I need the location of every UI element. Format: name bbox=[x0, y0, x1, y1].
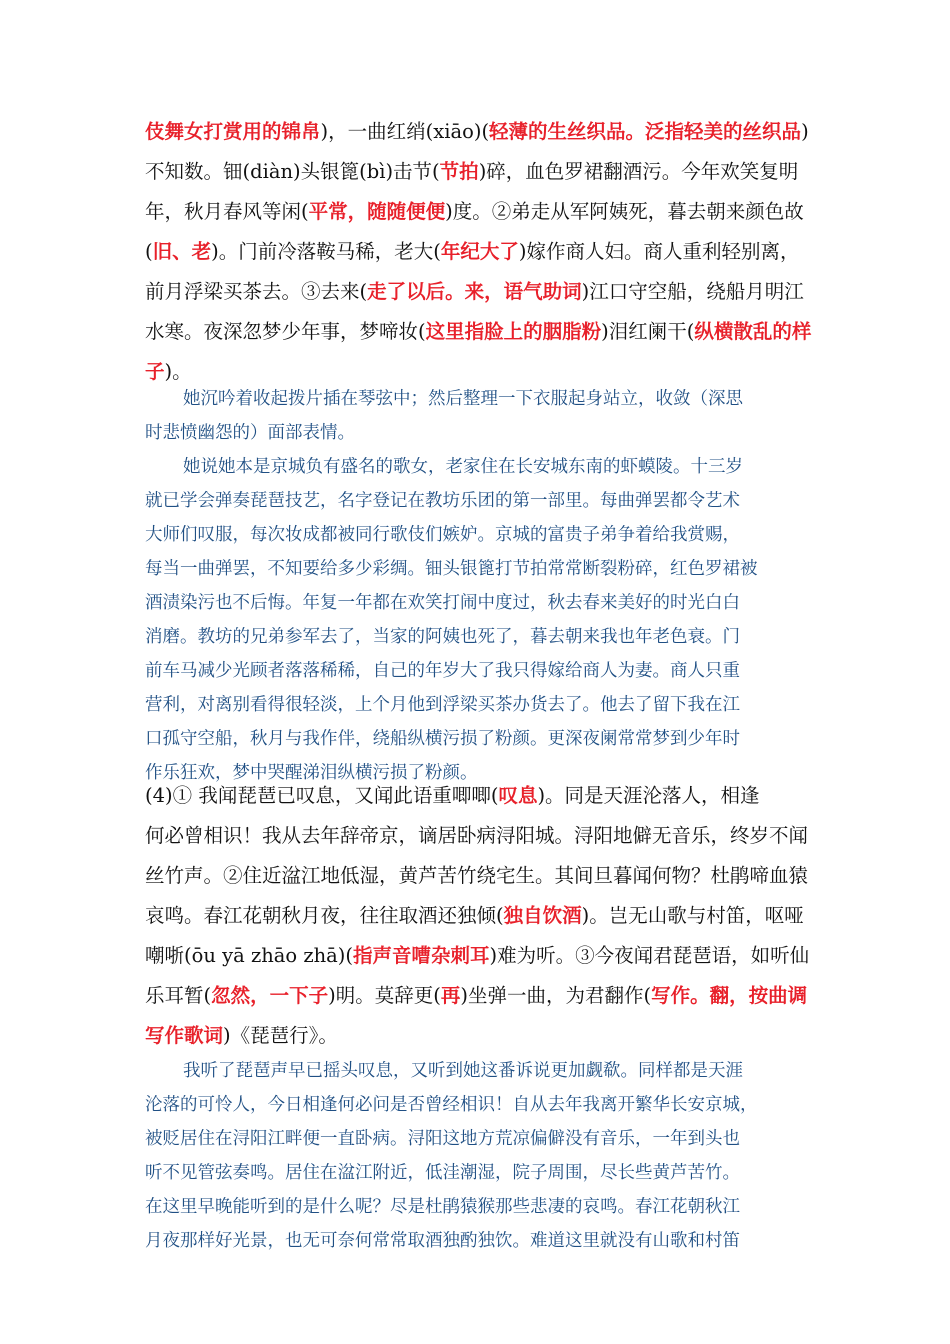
poem-line bbox=[145, 856, 810, 896]
poem-line bbox=[145, 312, 810, 352]
poem-text: 前月浮梁买茶去。③去来( bbox=[145, 280, 368, 303]
annotation-text: 纵横散乱的样 bbox=[694, 320, 812, 343]
poem-line bbox=[145, 896, 810, 936]
annotation-text: 旧、老 bbox=[152, 240, 212, 263]
poem-text: )碎，血色罗裙翻酒污。今年欢笑复明 bbox=[478, 160, 799, 183]
annotation-text: 轻薄的生丝织品。泛指轻美的丝织品 bbox=[489, 120, 802, 143]
annotation-text: 这里指脸上的胭脂粉 bbox=[425, 320, 602, 343]
text-line: 被贬居住在浔阳江畔便一直卧病。浔阳这地方荒凉偏僻没有音乐，一年到头也 bbox=[145, 1129, 740, 1149]
poem-line bbox=[145, 232, 810, 272]
poem-line bbox=[145, 1016, 810, 1056]
annotation-text: 子 bbox=[145, 360, 165, 383]
text-line: 她沉吟着收起拨片插在琴弦中；然后整理一下衣服起身站立，收敛（深思 bbox=[183, 389, 743, 409]
translation-paragraph-2 bbox=[145, 450, 810, 790]
poem-line bbox=[145, 776, 810, 816]
annotation-text: 独自饮酒 bbox=[503, 904, 582, 927]
annotation-text: 走了以后。来，语气助词 bbox=[367, 280, 582, 303]
poem-line bbox=[145, 152, 810, 192]
poem-text: 水寒。夜深忽梦少年事，梦啼妆( bbox=[145, 320, 426, 343]
text-line: 月夜那样好光景，也无可奈何常常取酒独酌独饮。难道这里就没有山歌和村笛 bbox=[145, 1231, 740, 1251]
poem-text: )，一曲红绡(xiāo)( bbox=[320, 120, 490, 143]
poem-text: ) bbox=[801, 120, 809, 143]
text-line: 作乐狂欢，梦中哭醒涕泪纵横污损了粉颜。 bbox=[145, 763, 478, 783]
poem-text: )。岂无山歌与村笛，呕哑 bbox=[581, 904, 804, 927]
annotation-text: 伎舞女打赏用的锦帛 bbox=[145, 120, 321, 143]
text-line: 听不见管弦奏鸣。居住在湓江附近，低洼潮湿，院子周围，尽长些黄芦苦竹。 bbox=[145, 1163, 740, 1183]
poem-line bbox=[145, 192, 810, 232]
translation-paragraph-3 bbox=[145, 1054, 810, 1258]
text-line: 大师们叹服，每次妆成都被同行歌伎们嫉妒。京城的富贵子弟争着给我赏赐， bbox=[145, 525, 740, 545]
poem-line bbox=[145, 976, 810, 1016]
text-line: 我听了琵琶声早已摇头叹息，又听到她这番诉说更加觑欷。同样都是天涯 bbox=[183, 1061, 743, 1081]
poem-text: )。同是天涯沦落人，相逢 bbox=[537, 784, 760, 807]
translation-paragraph-1 bbox=[145, 382, 810, 450]
text-line: 她说她本是京城负有盛名的歌女，老家住在长安城东南的虾蟆陵。十三岁 bbox=[183, 457, 743, 477]
poem-text: )。 bbox=[164, 360, 192, 383]
text-line: 每当一曲弹罢，不知要给多少彩绸。钿头银篦打节拍常常断裂粉碎，红色罗裙被 bbox=[145, 559, 758, 579]
text-line: 消磨。教坊的兄弟参军去了，当家的阿姨也死了，暮去朝来我也年老色衰。门 bbox=[145, 627, 740, 647]
poem-line bbox=[145, 816, 810, 856]
poem-text: 丝竹声。②住近湓江地低湿，黄芦苦竹绕宅生。其间旦暮闻何物？杜鹃啼血猿 bbox=[145, 864, 809, 887]
poem-text: )明。莫辞更( bbox=[328, 984, 441, 1007]
text-line: 营利，对离别看得很轻淡，上个月他到浮梁买茶办货去了。他去了留下我在江 bbox=[145, 695, 740, 715]
poem-text: 不知数。钿(diàn)头银篦(bì)击节( bbox=[145, 160, 440, 183]
text-line: 在这里早晚能听到的是什么呢？尽是杜鹃猿猴那些悲凄的哀鸣。春江花朝秋江 bbox=[145, 1197, 740, 1217]
poem-text: )难为听。③今夜闻君琵琶语，如听仙 bbox=[489, 944, 810, 967]
poem-text: 嘲哳(ōu yā zhāo zhā)( bbox=[145, 944, 354, 967]
poem-text: 乐耳暂( bbox=[145, 984, 212, 1007]
poem-text: )《琵琶行》。 bbox=[223, 1024, 338, 1047]
text-line: 前车马减少光顾者落落稀稀，自己的年岁大了我只得嫁给商人为妻。商人只重 bbox=[145, 661, 740, 681]
poem-text: )。门前冷落鞍马稀，老大( bbox=[211, 240, 441, 263]
poem-line bbox=[145, 272, 810, 312]
poem-text: )嫁作商人妇。商人重利轻别离， bbox=[518, 240, 800, 263]
poem-line bbox=[145, 936, 810, 976]
poem-text: 何必曾相识！我从去年辞帝京，谪居卧病浔阳城。浔阳地僻无音乐，终岁不闻 bbox=[145, 824, 809, 847]
poem-text: (4)① 我闻琵琶已叹息，又闻此语重唧唧( bbox=[145, 784, 499, 807]
annotation-text: 平常，随随便便 bbox=[308, 200, 446, 223]
annotation-text: 忽然，一下子 bbox=[211, 984, 329, 1007]
text-line: 时悲愤幽怨的）面部表情。 bbox=[145, 423, 355, 443]
annotation-text: 再 bbox=[440, 984, 461, 1007]
annotation-text: 写作。翻，按曲调 bbox=[651, 984, 808, 1007]
poem-text: 哀鸣。春江花朝秋月夜，往往取酒还独倾( bbox=[145, 904, 504, 927]
text-line: 酒渍染污也不后悔。年复一年都在欢笑打闹中度过，秋去春来美好的时光白白 bbox=[145, 593, 740, 613]
annotation-text: 叹息 bbox=[498, 784, 538, 807]
poem-text: )坐弹一曲，为君翻作( bbox=[460, 984, 652, 1007]
annotation-text: 写作歌词 bbox=[145, 1024, 224, 1047]
poem-text: )江口守空船，绕船月明江 bbox=[581, 280, 804, 303]
poem-text: 年，秋月春风等闲( bbox=[145, 200, 309, 223]
poem-text: )泪红阑干( bbox=[601, 320, 695, 343]
text-line: 就已学会弹奏琵琶技艺，名字登记在教坊乐团的第一部里。每曲弹罢都令艺术 bbox=[145, 491, 740, 511]
annotation-text: 节拍 bbox=[439, 160, 479, 183]
poem-text: ( bbox=[145, 240, 153, 263]
text-line: 沦落的可怜人，今日相逢何必问是否曾经相识！自从去年我离开繁华长安京城， bbox=[145, 1095, 758, 1115]
poem-annotated-block-2 bbox=[145, 776, 810, 1056]
poem-text: )度。②弟走从军阿姨死，暮去朝来颜色故 bbox=[445, 200, 804, 223]
poem-line bbox=[145, 112, 810, 152]
text-line: 口孤守空船，秋月与我作伴，绕船纵横污损了粉颜。更深夜阑常常梦到少年时 bbox=[145, 729, 740, 749]
poem-annotated-block-1 bbox=[145, 112, 810, 392]
annotation-text: 年纪大了 bbox=[440, 240, 519, 263]
annotation-text: 指声音嘈杂刺耳 bbox=[353, 944, 490, 967]
